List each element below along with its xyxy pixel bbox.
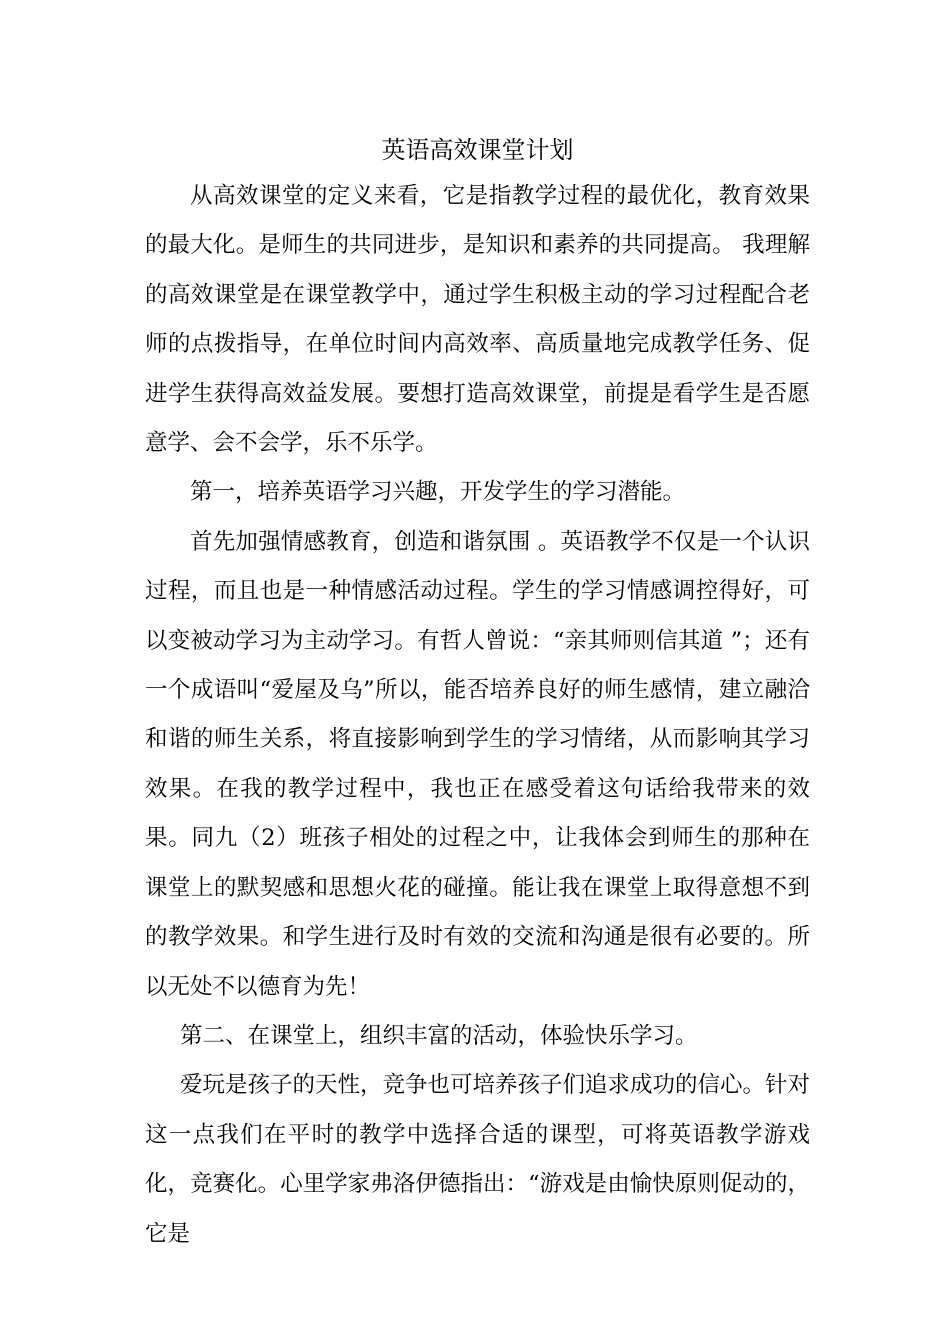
- paragraph-intro: 从高效课堂的定义来看，它是指教学过程的最优化，教育效果的最大化。是师生的共同进步，是知识和素养的共同提高。 我理解的高效课堂是在课堂教学中，通过学生积极主动的学习过程配合老师的点拨指导，在单位时间内高效率、高质量地完成教学任务、促进学生获得高效益发展。要想打造高效课堂，前提是看学生是否愿意学、会不会学，乐不乐学。: [145, 183, 810, 457]
- paragraph-games-competition: 爱玩是孩子的天性，竞争也可培养孩子们追求成功的信心。针对这一点我们在平时的教学中选择合适的课型，可将英语教学游戏化，竞赛化。心里学家弗洛伊德指出：“游戏是由愉快原则促动的，它是: [145, 1072, 811, 1247]
- document-page: [145, 128, 810, 1259]
- paragraph-emotional-education: 首先加强情感教育，创造和谐氛围 。英语教学不仅是一个认识过程，而且也是一种情感活动过程。学生的学习情感调控得好，可以变被动学习为主动学习。有哲人曾说：“亲其师则信其道 ”；还有一个成语叫“爱屋及乌”所以，能否培养良好的师生感情，建立融洽和谐的师生关系，将直接影响到学生的学习情绪，从而影响其学习效果。在我的教学过程中，我也正在感受着这句话给我带来的效果。同九（2）班孩子相处的过程之中，让我体会到师生的那种在课堂上的默契感和思想火花的碰撞。能让我在课堂上取得意想不到的教学效果。和学生进行及时有效的交流和沟通是很有必要的。所以无处不以德育为先！: [145, 528, 810, 1000]
- document-title: 英语高效课堂计划: [381, 136, 574, 164]
- paragraph-point-two-heading: 第二、在课堂上，组织丰富的活动，体验快乐学习。: [180, 1022, 698, 1049]
- paragraph-point-one-heading: 第一，培养英语学习兴趣，开发学生的学习潜能。: [190, 479, 686, 506]
